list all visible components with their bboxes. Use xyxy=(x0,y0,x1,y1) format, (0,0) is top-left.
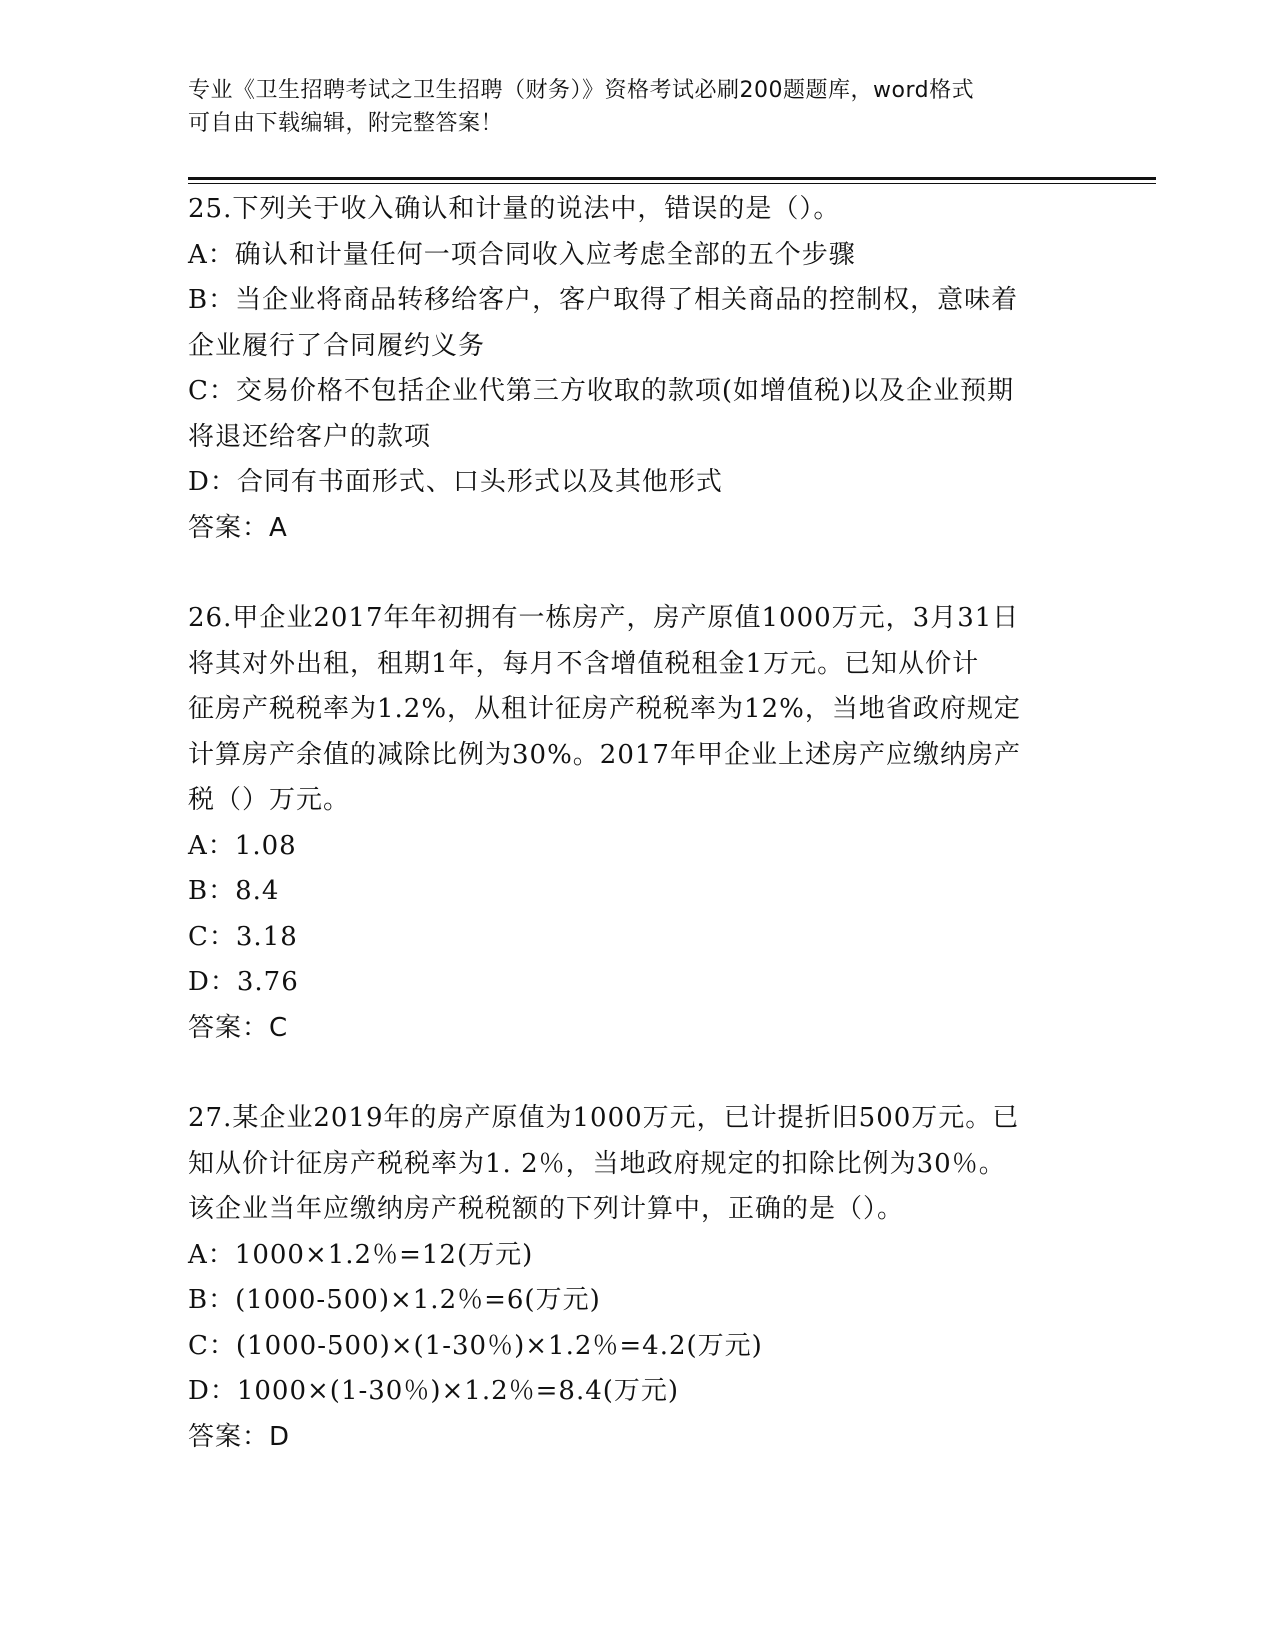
option-a xyxy=(188,233,1088,279)
spacer xyxy=(188,1051,1088,1096)
header-rule xyxy=(188,177,1156,180)
option-c: C：3.18 xyxy=(188,921,298,952)
answer-label: 答案：A xyxy=(188,512,288,543)
question-stem: 税（）万元。 xyxy=(188,785,351,815)
question-stem: 知从价计征房产税税率为1. 2％，当地政府规定的扣除比例为30％。 xyxy=(188,1148,1006,1179)
option-d: D：1000×(1-30％)×1.2％=8.4(万元) xyxy=(188,1376,680,1406)
option-a: A：1.08 xyxy=(188,830,297,861)
page-header xyxy=(188,74,1068,140)
option-text: D：合同有书面形式、口头形式以及其他形式 xyxy=(188,467,723,497)
question-26 xyxy=(188,596,1088,1051)
question-stem: 26.甲企业2017年年初拥有一栋房产，房产原值1000万元，3月31日 xyxy=(188,603,1020,633)
option-b: B：8.4 xyxy=(188,876,280,906)
header-line: 可自由下载编辑，附完整答案！ xyxy=(188,111,504,136)
question-list xyxy=(188,187,1088,1460)
header-rule-thin xyxy=(188,183,1156,184)
question-stem: 将其对外出租，租期1年，每月不含增值税租金1万元。已知从价计 xyxy=(188,648,980,679)
option-b xyxy=(188,278,1088,369)
option-d xyxy=(188,460,1088,506)
option-b: B：(1000-500)×1.2％=6(万元) xyxy=(188,1285,601,1315)
option-text: B：当企业将商品转移给客户，客户取得了相关商品的控制权，意味着 xyxy=(188,285,1019,315)
option-c xyxy=(188,369,1088,460)
question-stem: 27.某企业2019年的房产原值为1000万元，已计提折旧500万元。已 xyxy=(188,1103,1020,1133)
question-stem: 该企业当年应缴纳房产税税额的下列计算中，正确的是（）。 xyxy=(188,1194,905,1224)
option-text: 企业履行了合同履约义务 xyxy=(188,330,486,361)
option-d: D：3.76 xyxy=(188,967,299,997)
spacer xyxy=(188,551,1088,596)
option-text: A：确认和计量任何一项合同收入应考虑全部的五个步骤 xyxy=(188,239,856,270)
option-text: C：交易价格不包括企业代第三方收取的款项(如增值税)以及企业预期 xyxy=(188,376,1015,406)
answer-label: 答案：D xyxy=(188,1421,291,1452)
option-a: A：1000×1.2％=12(万元) xyxy=(188,1239,534,1270)
question-stem: 25.下列关于收入确认和计量的说法中，错误的是（）。 xyxy=(188,194,841,224)
option-c: C：(1000-500)×(1-30％)×1.2％=4.2(万元) xyxy=(188,1330,763,1361)
answer-label: 答案：C xyxy=(188,1012,289,1043)
question-27 xyxy=(188,1096,1088,1460)
question-25 xyxy=(188,187,1088,551)
question-stem: 计算房产余值的减除比例为30%。2017年甲企业上述房产应缴纳房产 xyxy=(188,739,1021,770)
option-text: 将退还给客户的款项 xyxy=(188,421,432,452)
question-stem: 征房产税税率为1.2%，从租计征房产税税率为12%，当地省政府规定 xyxy=(188,694,1021,724)
header-line: 专业《卫生招聘考试之卫生招聘（财务）》资格考试必刷200题题库，word格式 xyxy=(188,78,975,103)
